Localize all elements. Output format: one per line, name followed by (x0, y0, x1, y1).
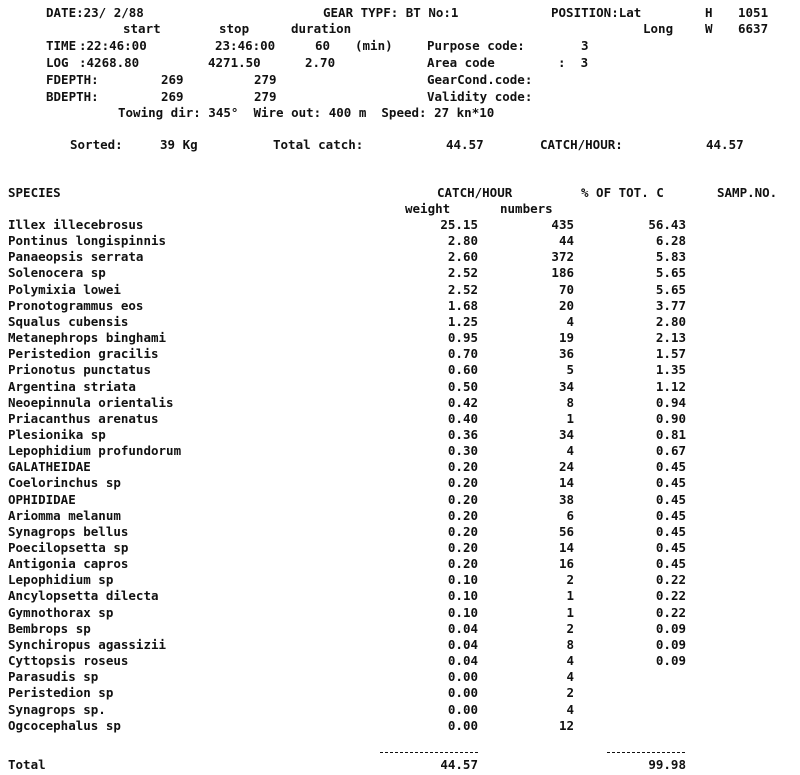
species-pct: 1.12 (655, 379, 686, 394)
species-pct: 0.67 (655, 443, 686, 458)
species-name: Priacanthus arenatus (8, 411, 159, 426)
species-weight: 0.20 (447, 492, 478, 507)
col-duration: duration (291, 21, 352, 36)
species-name: Synchiropus agassizii (8, 637, 167, 652)
species-name: Pontinus longispinnis (8, 233, 167, 248)
species-name: Parasudis sp (8, 669, 99, 684)
species-weight: 0.40 (447, 411, 478, 426)
species-weight: 0.00 (447, 685, 478, 700)
species-name: Synagrops bellus (8, 524, 129, 539)
species-weight: 2.52 (447, 265, 478, 280)
species-name: Lepophidium profundorum (8, 443, 182, 458)
species-name: OPHIDIDAE (8, 492, 76, 507)
fdepth-start: 269 (161, 72, 184, 87)
species-numbers: 372 (551, 249, 574, 264)
species-pct: 0.22 (655, 572, 686, 587)
log-duration: 2.70 (305, 55, 336, 70)
date: DATE:23/ 2/88 (46, 5, 144, 20)
pct-total-rule (607, 752, 685, 753)
gear-type: GEAR TYPF: BT No:1 (323, 5, 459, 20)
species-name: Peristedion gracilis (8, 346, 159, 361)
lat-value: 1051 (738, 5, 769, 20)
species-name: Ancylopsetta dilecta (8, 588, 159, 603)
species-weight: 0.10 (447, 572, 478, 587)
species-weight: 0.04 (447, 637, 478, 652)
weight-total-rule (380, 752, 478, 753)
species-pct: 2.13 (655, 330, 686, 345)
species-numbers: 44 (558, 233, 574, 248)
sorted-value: 39 Kg (160, 137, 198, 152)
area-value: : 3 (558, 55, 589, 70)
species-numbers: 4 (566, 443, 574, 458)
species-name: Pronotogrammus eos (8, 298, 144, 313)
position-label: POSITION:Lat (551, 5, 642, 20)
species-name: Solenocera sp (8, 265, 106, 280)
species-pct: 0.45 (655, 475, 686, 490)
species-weight: 1.68 (447, 298, 478, 313)
species-name: Illex illecebrosus (8, 217, 144, 232)
catch-hour-header: CATCH/HOUR (437, 185, 513, 200)
species-numbers: 4 (566, 669, 574, 684)
species-weight: 0.60 (447, 362, 478, 377)
long-label: Long (643, 21, 674, 36)
species-name: Neoepinnula orientalis (8, 395, 174, 410)
species-name: Bembrops sp (8, 621, 91, 636)
species-numbers: 24 (558, 459, 574, 474)
species-name: Antigonia capros (8, 556, 129, 571)
species-numbers: 435 (551, 217, 574, 232)
species-pct: 5.83 (655, 249, 686, 264)
species-pct: 0.45 (655, 524, 686, 539)
species-numbers: 16 (558, 556, 574, 571)
total-catch-label: Total catch: (273, 137, 364, 152)
species-weight: 2.80 (447, 233, 478, 248)
species-header: SPECIES (8, 185, 61, 200)
species-weight: 0.20 (447, 459, 478, 474)
species-pct: 0.94 (655, 395, 686, 410)
species-pct: 5.65 (655, 265, 686, 280)
validity-code: Validity code: (427, 89, 533, 104)
species-pct: 0.09 (655, 653, 686, 668)
pct-total-header: % OF TOT. C (581, 185, 664, 200)
species-pct: 0.45 (655, 556, 686, 571)
species-pct: 0.09 (655, 621, 686, 636)
numbers-header: numbers (500, 201, 553, 216)
total-label: Total (8, 757, 46, 772)
species-pct: 56.43 (648, 217, 686, 232)
species-pct: 0.45 (655, 459, 686, 474)
species-numbers: 14 (558, 475, 574, 490)
species-weight: 0.10 (447, 605, 478, 620)
species-name: Argentina striata (8, 379, 136, 394)
species-numbers: 4 (566, 314, 574, 329)
species-weight: 0.20 (447, 508, 478, 523)
lat-hemisphere: H (705, 5, 713, 20)
log-stop: 4271.50 (208, 55, 261, 70)
species-numbers: 2 (566, 621, 574, 636)
total-catch-value: 44.57 (446, 137, 484, 152)
species-numbers: 2 (566, 572, 574, 587)
species-numbers: 4 (566, 653, 574, 668)
species-pct: 0.81 (655, 427, 686, 442)
bdepth-start: 269 (161, 89, 184, 104)
species-numbers: 36 (558, 346, 574, 361)
species-name: Peristedion sp (8, 685, 114, 700)
species-weight: 0.04 (447, 653, 478, 668)
species-pct: 0.22 (655, 588, 686, 603)
species-numbers: 2 (566, 685, 574, 700)
fdepth-label: FDEPTH: (46, 72, 99, 87)
species-numbers: 1 (566, 588, 574, 603)
species-weight: 0.70 (447, 346, 478, 361)
species-numbers: 38 (558, 492, 574, 507)
species-weight: 0.20 (447, 524, 478, 539)
species-weight: 0.20 (447, 556, 478, 571)
col-stop: stop (219, 21, 250, 36)
time-start: :22:46:00 (79, 38, 147, 53)
species-weight: 0.00 (447, 718, 478, 733)
species-numbers: 14 (558, 540, 574, 555)
towing-info: Towing dir: 345° Wire out: 400 m Speed: 27 kn*10 (118, 105, 495, 120)
species-name: Cyttopsis roseus (8, 653, 129, 668)
purpose-code: Purpose code: (427, 38, 525, 53)
species-numbers: 6 (566, 508, 574, 523)
total-weight: 44.57 (440, 757, 478, 772)
species-weight: 0.00 (447, 669, 478, 684)
species-weight: 0.30 (447, 443, 478, 458)
long-hemisphere: W (705, 21, 713, 36)
sorted-label: Sorted: (70, 137, 123, 152)
species-numbers: 186 (551, 265, 574, 280)
catch-hour-value: 44.57 (706, 137, 744, 152)
species-name: Synagrops sp. (8, 702, 106, 717)
species-name: Coelorinchus sp (8, 475, 121, 490)
species-weight: 0.95 (447, 330, 478, 345)
species-pct: 5.65 (655, 282, 686, 297)
bdepth-label: BDEPTH: (46, 89, 99, 104)
species-numbers: 12 (558, 718, 574, 733)
species-name: Ariomma melanum (8, 508, 121, 523)
species-weight: 0.10 (447, 588, 478, 603)
species-weight: 2.52 (447, 282, 478, 297)
time-stop: 23:46:00 (215, 38, 276, 53)
species-pct: 2.80 (655, 314, 686, 329)
long-value: 6637 (738, 21, 769, 36)
purpose-value: 3 (581, 38, 589, 53)
fdepth-stop: 279 (254, 72, 277, 87)
catch-hour-label: CATCH/HOUR: (540, 137, 623, 152)
log-start: :4268.80 (79, 55, 140, 70)
species-weight: 0.50 (447, 379, 478, 394)
species-weight: 2.60 (447, 249, 478, 264)
total-pct: 99.98 (648, 757, 686, 772)
species-pct: 0.22 (655, 605, 686, 620)
log-label: LOG (46, 55, 69, 70)
species-name: Ogcocephalus sp (8, 718, 121, 733)
species-numbers: 20 (558, 298, 574, 313)
species-name: Plesionika sp (8, 427, 106, 442)
species-weight: 1.25 (447, 314, 478, 329)
species-weight: 0.42 (447, 395, 478, 410)
species-numbers: 8 (566, 395, 574, 410)
samp-no-header: SAMP.NO. (717, 185, 778, 200)
species-name: Lepophidium sp (8, 572, 114, 587)
species-numbers: 5 (566, 362, 574, 377)
species-name: Gymnothorax sp (8, 605, 114, 620)
time-duration: 60 (315, 38, 331, 53)
species-numbers: 56 (558, 524, 574, 539)
species-weight: 0.36 (447, 427, 478, 442)
species-numbers: 4 (566, 702, 574, 717)
species-pct: 0.45 (655, 508, 686, 523)
species-name: Poecilopsetta sp (8, 540, 129, 555)
species-pct: 0.45 (655, 492, 686, 507)
species-pct: 0.09 (655, 637, 686, 652)
species-numbers: 34 (558, 379, 574, 394)
species-weight: 25.15 (440, 217, 478, 232)
species-name: Prionotus punctatus (8, 362, 151, 377)
species-pct: 0.90 (655, 411, 686, 426)
species-numbers: 1 (566, 411, 574, 426)
species-name: Metanephrops binghami (8, 330, 167, 345)
species-pct: 1.57 (655, 346, 686, 361)
species-weight: 0.20 (447, 540, 478, 555)
time-unit: (min) (355, 38, 393, 53)
species-name: Squalus cubensis (8, 314, 129, 329)
area-code: Area code (427, 55, 495, 70)
species-numbers: 8 (566, 637, 574, 652)
species-weight: 0.04 (447, 621, 478, 636)
species-name: Panaeopsis serrata (8, 249, 144, 264)
species-pct: 0.45 (655, 540, 686, 555)
species-weight: 0.00 (447, 702, 478, 717)
weight-header: weight (405, 201, 451, 216)
species-numbers: 70 (558, 282, 574, 297)
bdepth-stop: 279 (254, 89, 277, 104)
species-numbers: 1 (566, 605, 574, 620)
species-pct: 3.77 (655, 298, 686, 313)
col-start: start (123, 21, 161, 36)
species-pct: 1.35 (655, 362, 686, 377)
species-numbers: 34 (558, 427, 574, 442)
time-label: TIME (46, 38, 77, 53)
gearcond-code: GearCond.code: (427, 72, 533, 87)
species-numbers: 19 (558, 330, 574, 345)
species-pct: 6.28 (655, 233, 686, 248)
species-name: GALATHEIDAE (8, 459, 91, 474)
species-name: Polymixia lowei (8, 282, 121, 297)
species-weight: 0.20 (447, 475, 478, 490)
